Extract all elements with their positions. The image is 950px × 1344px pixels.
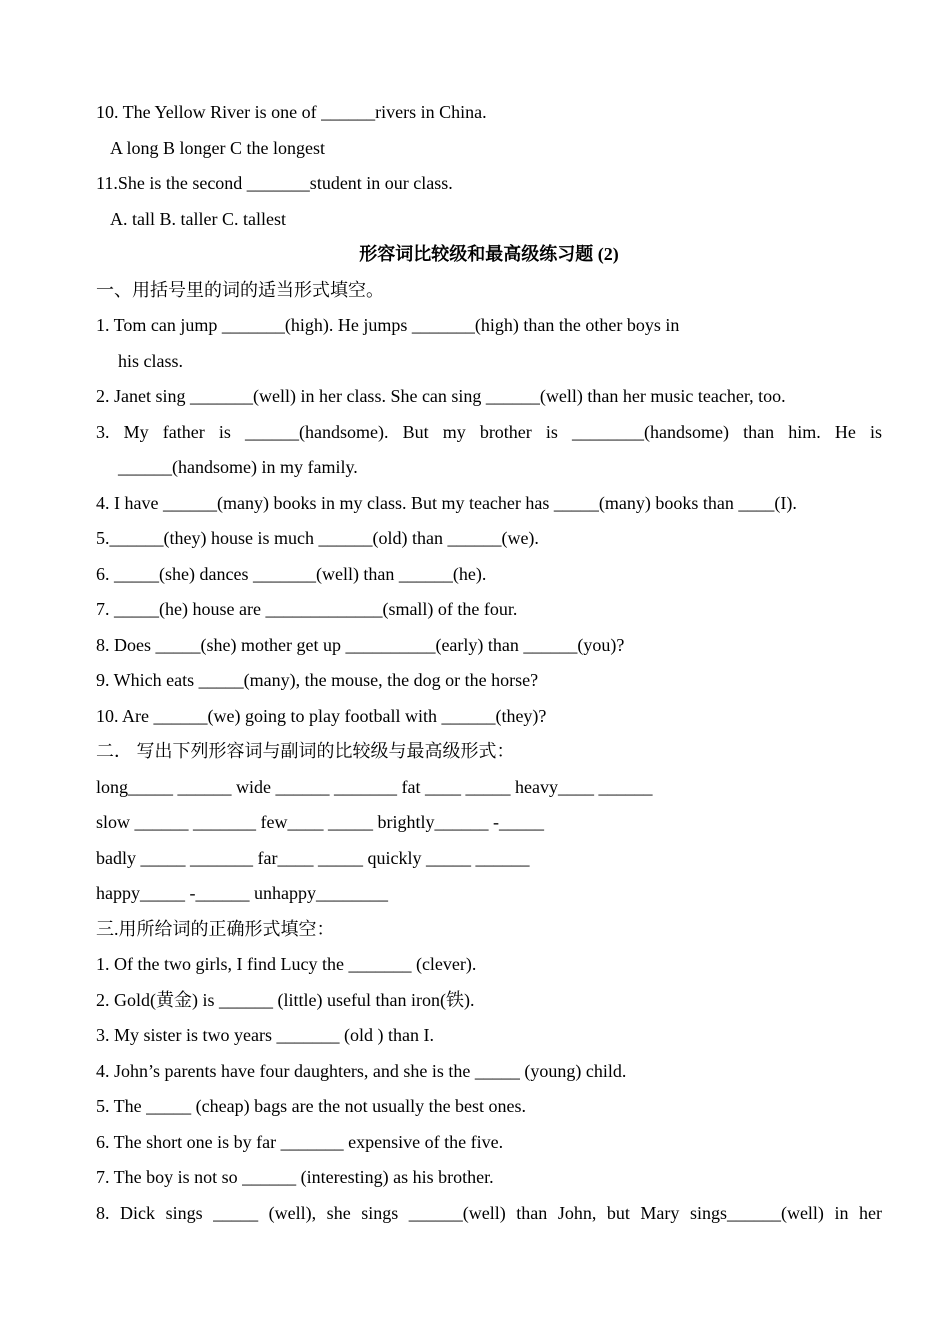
part-three-item-6: 6. The short one is by far _______ expensive of the five. [96,1131,504,1152]
part-one-item-5: 5.______(they) house is much ______(old) than ______(we). [96,528,539,548]
part-one-item-6: 6. _____(she) dances _______(well) than ______(he). [96,563,487,584]
part-two-row-4: happy_____ -______ unhappy________ [96,883,388,903]
part-one-item-3-continued: ______(handsome) in my family. [118,457,358,477]
part-two-row-2: slow ______ _______ few____ _____ brightly______ -_____ [96,812,544,832]
part-three-item-8: 8. Dick sings _____ (well), she sings ______(well) than John, but Mary sings______(well) in her [96,1202,882,1223]
part-two-row-1: long_____ ______ wide ______ _______ fat ____ _____ heavy____ ______ [96,776,653,797]
part-two-row-3: badly _____ _______ far____ _____ quickly _____ ______ [96,847,530,868]
part-three-item-5: 5. The _____ (cheap) bags are the not usually the best ones. [96,1096,527,1116]
part-one-item-4: 4. I have ______(many) books in my class. But my teacher has _____(many) books than ____(I). [96,492,797,513]
part-three-heading: 三.用所给词的正确形式填空： [96,918,335,939]
question-11-options: A. tall B. taller C. tallest [110,208,286,229]
part-three-item-2: 2. Gold(黄金) is ______ (little) useful than iron(铁). [96,989,475,1010]
document-body [96,95,882,1231]
part-one-item-3: 3. My father is ______(handsome). But my brother is ________(handsome) than him. He is [96,421,882,442]
part-one-item-7: 7. _____(he) house are _____________(small) of the four. [96,599,518,619]
part-two-heading: 二． 写出下列形容词与副词的比较级与最高级形式： [96,741,515,761]
part-three-item-7: 7. The boy is not so ______ (interesting) as his brother. [96,1167,494,1187]
part-one-item-8: 8. Does _____(she) mother get up __________(early) than ______(you)? [96,634,625,655]
part-three-item-3: 3. My sister is two years _______ (old ) than I. [96,1025,434,1045]
part-three-item-1: 1. Of the two girls, I find Lucy the _______ (clever). [96,954,477,974]
part-one-item-10: 10. Are ______(we) going to play football with ______(they)? [96,705,547,726]
question-10-options: A long B longer C the longest [110,137,325,158]
part-one-item-9: 9. Which eats _____(many), the mouse, the dog or the horse? [96,670,539,690]
part-one-item-2: 2. Janet sing _______(well) in her class. She can sing ______(well) than her music teacher, too. [96,386,786,406]
part-one-item-1: 1. Tom can jump _______(high). He jumps _______(high) than the other boys in [96,315,680,335]
part-one-item-1-continued: his class. [118,350,183,371]
section-title: 形容词比较级和最高级练习题 (2) [359,244,619,264]
part-one-heading: 一、用括号里的词的适当形式填空。 [96,279,384,300]
question-11: 11.She is the second _______student in our class. [96,173,453,193]
part-three-item-4: 4. John’s parents have four daughters, and she is the _____ (young) child. [96,1060,627,1081]
question-10: 10. The Yellow River is one of ______rivers in China. [96,102,487,122]
